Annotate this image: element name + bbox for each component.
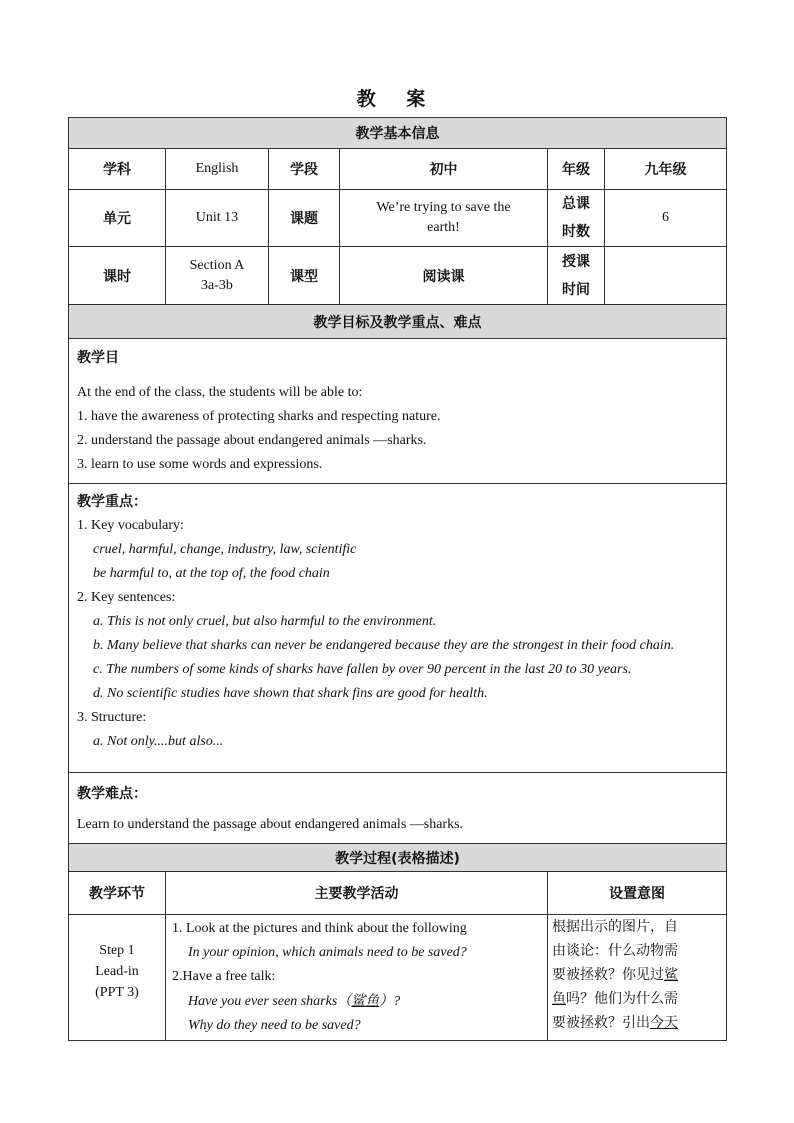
activity-line — [172, 989, 541, 1014]
topic-label: 课题 — [269, 190, 340, 247]
intent-line — [552, 1011, 722, 1035]
type-label: 课型 — [269, 247, 340, 305]
section-goals: 教学目标及教学重点、难点 — [69, 305, 727, 339]
activity-line: 2.Have a free talk: — [172, 969, 276, 984]
time-label-line2: 时间 — [562, 281, 590, 298]
intent-text: 要被拯救？你见过 — [552, 967, 664, 983]
activity-question-text: Have you ever seen sharks（ — [188, 994, 352, 1009]
difficulties-heading: 教学难点： — [77, 786, 147, 802]
activity-shark-word: 鲨鱼 — [351, 993, 380, 1009]
objective-line: 1. have the awareness of protecting sharks and respecting nature. — [77, 409, 441, 424]
info-row-2 — [69, 190, 727, 247]
intent-underlined: 鱼 — [552, 991, 566, 1007]
total-hours-label-line1: 总课 — [562, 196, 590, 212]
section-basic-info: 教学基本信息 — [69, 118, 727, 149]
key-points-row — [69, 484, 727, 773]
time-value — [605, 247, 727, 305]
grade-value: 九年级 — [605, 149, 727, 190]
intent-cell — [548, 915, 727, 1041]
step-number: Step 1 — [99, 943, 135, 958]
subject-value: English — [166, 149, 269, 190]
info-row-1 — [69, 149, 727, 190]
structure-title: 3. Structure: — [77, 710, 147, 725]
document-title: 教 案 — [356, 88, 438, 110]
period-line2: 3a-3b — [201, 277, 233, 293]
grade-label: 年级 — [548, 149, 605, 190]
intent-text: 要被拯救？引出 — [552, 1015, 650, 1031]
info-row-3 — [69, 247, 727, 305]
difficulties-block — [69, 773, 727, 844]
stage-label: 学段 — [269, 149, 340, 190]
process-header-row — [69, 844, 727, 872]
unit-value: Unit 13 — [166, 190, 269, 247]
sentence-b — [77, 634, 718, 658]
sentence-d: d. No scientific studies have shown that shark fins are good for health. — [93, 686, 488, 701]
sentences-title: 2. Key sentences: — [77, 590, 176, 605]
objectives-block — [69, 339, 727, 484]
step-name: Lead-in — [95, 964, 139, 979]
topic-value: We’re trying to save the earth! — [340, 190, 548, 247]
difficulties-text: Learn to understand the passage about endangered animals —sharks. — [77, 817, 464, 832]
intent-line — [552, 963, 722, 987]
total-hours-value: 6 — [605, 190, 727, 247]
sentence-b-text: b. Many believe that sharks can never be endangered because they are the strongest in their food chain. — [93, 638, 675, 653]
lesson-plan-table — [68, 117, 727, 1041]
subject-label: 学科 — [69, 149, 166, 190]
sentence-a: a. This is not only cruel, but also harmful to the environment. — [93, 614, 437, 629]
intent-underlined: 今天 — [650, 1015, 678, 1031]
intent-line — [552, 987, 722, 1011]
basic-info-header-row — [69, 118, 727, 149]
activity-line: In your opinion, which animals need to be saved? — [188, 945, 467, 960]
activity-line: Why do they need to be saved? — [188, 1018, 361, 1033]
total-hours-label — [548, 190, 605, 247]
activity-cell — [166, 915, 548, 1041]
intent-underlined: 鲨 — [664, 967, 678, 983]
objectives-heading: 教学目 — [77, 350, 119, 366]
period-label: 课时 — [69, 247, 166, 305]
objective-line: 2. understand the passage about endangered animals —sharks. — [77, 433, 427, 448]
activity-line: 1. Look at the pictures and think about the following — [172, 921, 467, 936]
stage-value: 初中 — [340, 149, 548, 190]
vocab-title: 1. Key vocabulary: — [77, 518, 184, 533]
key-points-block — [69, 484, 727, 773]
structure-a: a. Not only....but also... — [93, 734, 224, 749]
difficulties-row — [69, 773, 727, 844]
process-step-row — [69, 915, 727, 1041]
total-hours-label-line2: 时数 — [562, 224, 590, 240]
col-step-header: 教学环节 — [69, 872, 166, 915]
period-value — [166, 247, 269, 305]
time-label-line1: 授课 — [562, 253, 590, 270]
key-points-heading: 教学重点： — [77, 494, 147, 510]
activity-question-end: ）? — [379, 994, 401, 1009]
vocab-line: cruel, harmful, change, industry, law, scientific — [93, 542, 357, 557]
step-cell — [69, 915, 166, 1041]
objectives-row — [69, 339, 727, 484]
col-activity-header: 主要教学活动 — [166, 872, 548, 915]
objective-line: At the end of the class, the students will be able to: — [77, 385, 363, 400]
intent-line: 由谈论：什么动物需 — [552, 943, 678, 959]
sentence-c: c. The numbers of some kinds of sharks have fallen by over 90 percent in the last 20 to 30 years. — [93, 662, 632, 677]
section-process: 教学过程(表格描述) — [69, 844, 727, 872]
time-label — [548, 247, 605, 305]
intent-text: 吗？他们为什么需 — [566, 991, 678, 1007]
objective-line: 3. learn to use some words and expressions. — [77, 457, 323, 472]
goals-header-row — [69, 305, 727, 339]
intent-line: 根据出示的图片，自 — [552, 919, 678, 935]
period-line1: Section A — [189, 257, 245, 273]
step-ppt: (PPT 3) — [95, 985, 139, 1000]
unit-label: 单元 — [69, 190, 166, 247]
type-value: 阅读课 — [340, 247, 548, 305]
process-columns-row — [69, 872, 727, 915]
col-intent-header: 设置意图 — [548, 872, 727, 915]
vocab-line: be harmful to, at the top of, the food chain — [93, 566, 330, 581]
